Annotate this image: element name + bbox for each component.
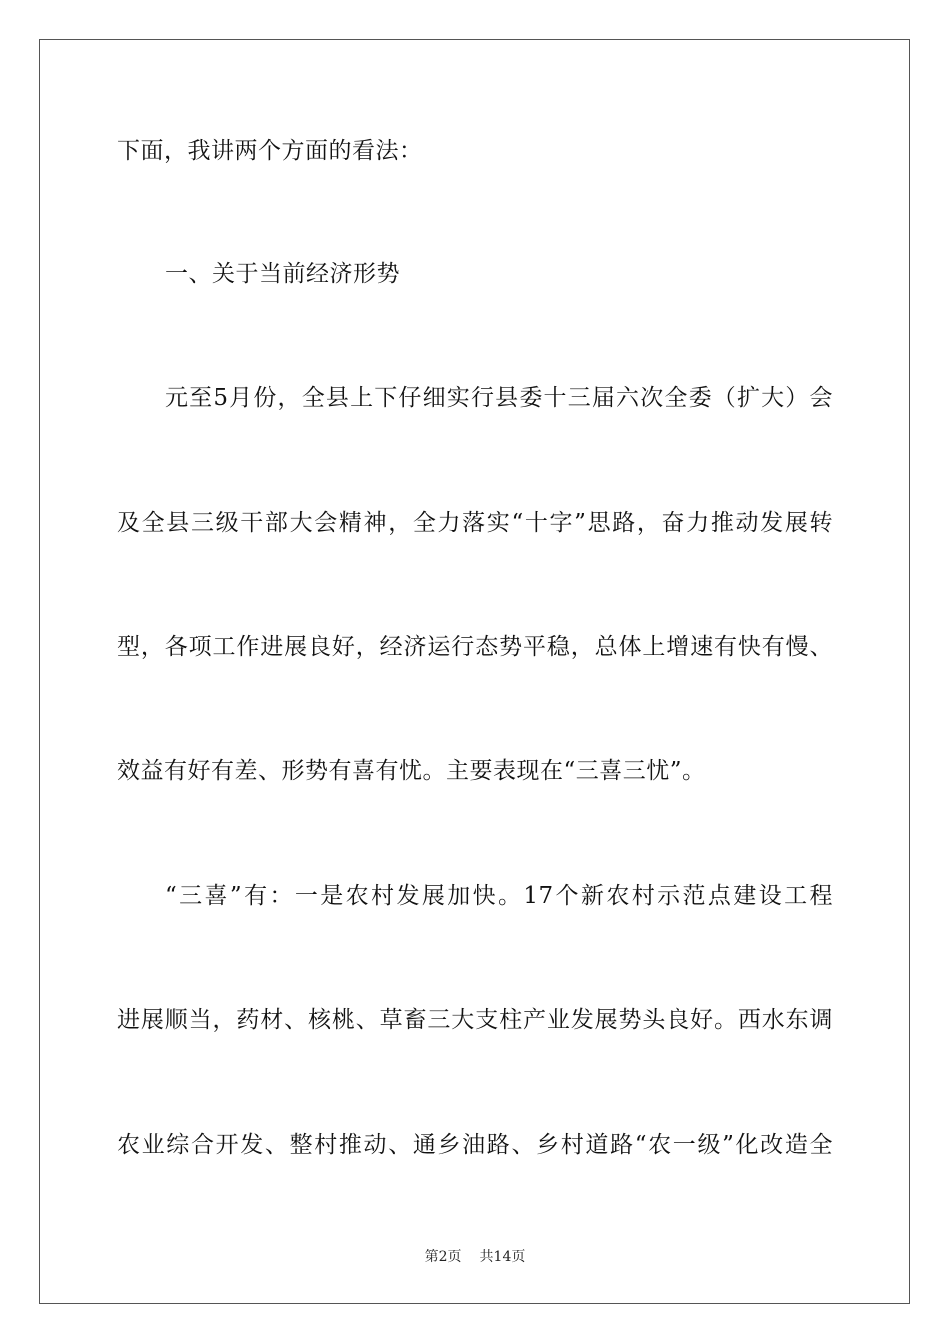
page-footer [0, 1248, 950, 1266]
section-heading: 一、关于当前经济形势 [165, 261, 400, 287]
page-border [39, 39, 910, 1304]
paragraph-line: “三喜”有：一是农村发展加快。17个新农村示范点建设工程 [165, 883, 833, 909]
text-line-intro: 下面，我讲两个方面的看法： [117, 138, 423, 164]
paragraph-line: 效益有好有差、形势有喜有忧。主要表现在“三喜三忧”。 [117, 758, 706, 784]
page-number: 第2页 [424, 1249, 462, 1265]
paragraph-line: 农业综合开发、整村推动、通乡油路、乡村道路“农一级”化改造全 [117, 1132, 833, 1158]
page-total: 共14页 [479, 1249, 526, 1265]
paragraph-line: 型，各项工作进展良好，经济运行态势平稳，总体上增速有快有慢、 [117, 634, 833, 660]
paragraph-line: 元至5月份，全县上下仔细实行县委十三届六次全委（扩大）会 [165, 385, 833, 411]
paragraph-line: 进展顺当，药材、核桃、草畜三大支柱产业发展势头良好。西水东调 [117, 1007, 833, 1033]
paragraph-line: 及全县三级干部大会精神，全力落实“十字”思路，奋力推动发展转 [117, 510, 833, 536]
